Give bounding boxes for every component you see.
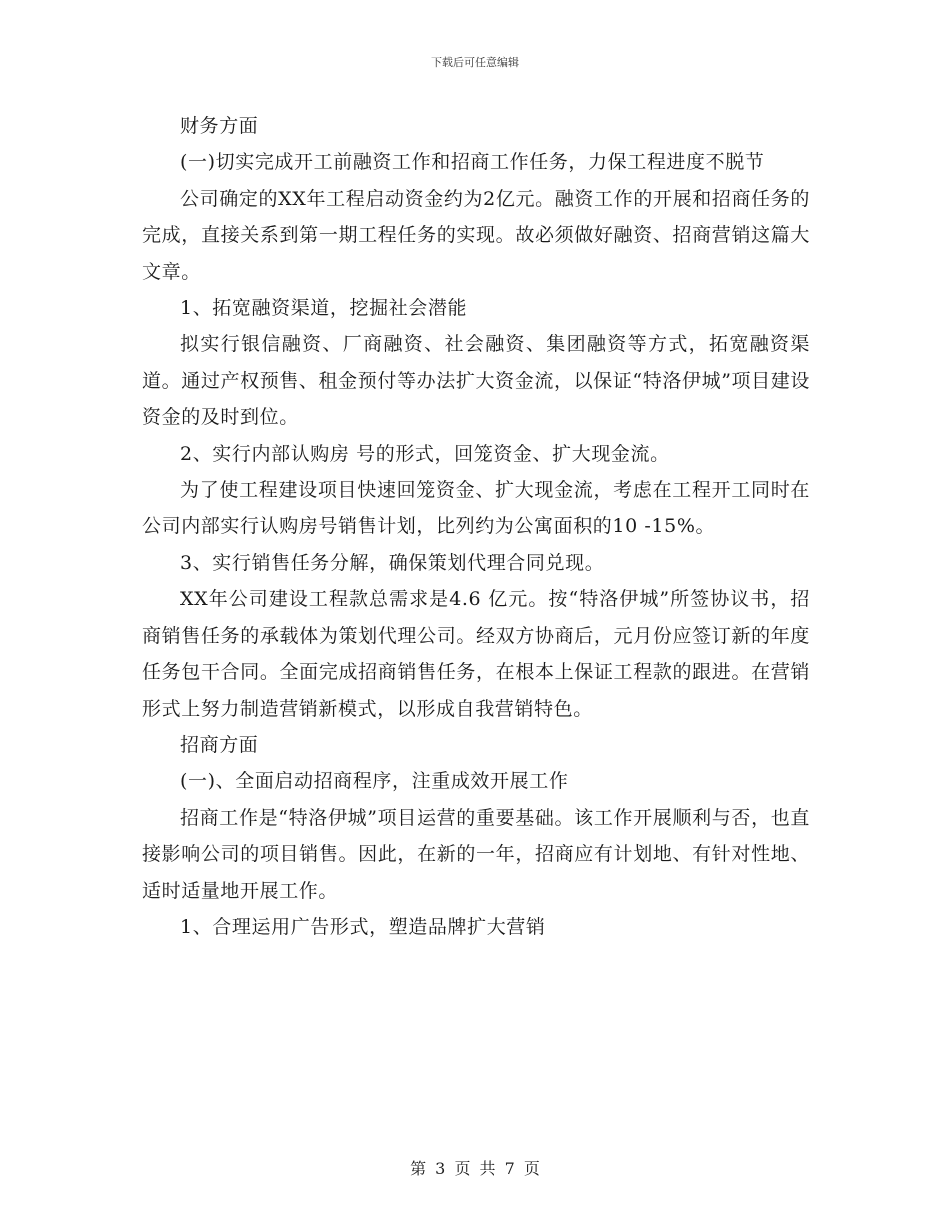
subsection-heading-1: (一)切实完成开工前融资工作和招商工作任务，力保工程进度不脱节 xyxy=(180,151,765,174)
item-heading-1: 1、拓宽融资渠道，挖掘社会潜能 xyxy=(180,297,468,320)
item-heading-3: 3、实行销售任务分解，确保策划代理合同兑现。 xyxy=(180,551,605,574)
subsection-heading-2: (一)、全面启动招商程序，注重成效开展工作 xyxy=(180,770,569,793)
section-heading-investment: 招商方面 xyxy=(180,733,259,756)
page-number: 第 3 页 共 7 页 xyxy=(410,1159,540,1178)
body-paragraph: 公司确定的XX年工程启动资金约为2亿元。融资工作的开展和招商任务的完成，直接关系到第一期工程任务的实现。故必须做好融资、招商营销这篇大文章。 xyxy=(142,187,810,283)
body-paragraph: 招商工作是“特洛伊城”项目运营的重要基础。该工作开展顺利与否，也直接影响公司的项目销售。因此，在新的一年，招商应有计划地、有针对性地、适时适量地开展工作。 xyxy=(142,806,810,902)
body-paragraph: XX年公司建设工程款总需求是4.6 亿元。按“特洛伊城”所签协议书，招商销售任务的承载体为策划代理公司。经双方协商后，元月份应签订新的年度任务包干合同。全面完成招商销售任务，在根本上保证工程款的跟进。在营销形式上努力制造营销新模式，以形成自我营销特色。 xyxy=(142,588,810,720)
body-paragraph: 拟实行银信融资、厂商融资、社会融资、集团融资等方式，拓宽融资渠道。通过产权预售、租金预付等办法扩大资金流，以保证“特洛伊城”项目建设资金的及时到位。 xyxy=(142,333,810,429)
item-heading-2: 2、实行内部认购房 号的形式，回笼资金、扩大现金流。 xyxy=(180,442,670,465)
section-heading-finance: 财务方面 xyxy=(180,115,259,137)
item-heading-4: 1、合理运用广告形式，塑造品牌扩大营销 xyxy=(180,915,546,938)
body-paragraph: 为了使工程建设项目快速回笼资金、扩大现金流，考虑在工程开工同时在公司内部实行认购房号销售计划，比列约为公寓面积的10 -15%。 xyxy=(142,479,810,538)
document-body xyxy=(142,108,810,945)
page-header: 下载后可任意编辑 xyxy=(431,56,519,69)
